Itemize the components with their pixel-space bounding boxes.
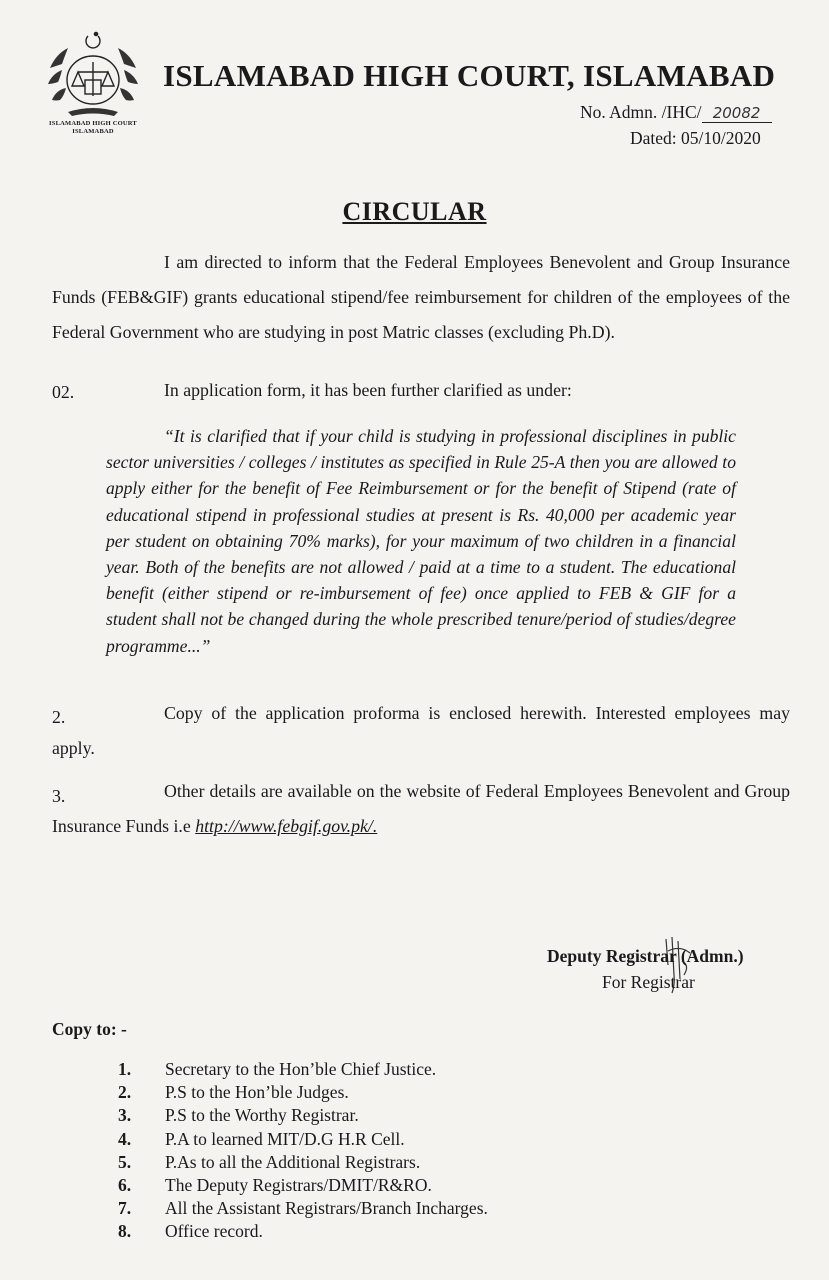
para-3-body: Other details are available on the website of Federal Employees Benevolent and Group Insurance Funds i.e (52, 781, 790, 836)
court-seal (38, 28, 148, 135)
para-2-text: Copy of the application proforma is enclosed herewith. Interested employees may apply. (52, 703, 790, 758)
list-item (118, 1081, 488, 1104)
para-2-number: 2. (52, 707, 66, 727)
list-item-number: 1. (118, 1059, 132, 1079)
list-item-text: All the Assistant Registrars/Branch Incharges. (165, 1198, 488, 1219)
para-02-number: 02. (52, 382, 75, 402)
reference-number (580, 102, 772, 123)
list-item-number: 6. (118, 1175, 132, 1196)
reference-prefix: No. Admn. /IHC/ (580, 102, 702, 122)
court-title: ISLAMABAD HIGH COURT, ISLAMABAD (163, 58, 776, 93)
list-item-text: P.As to all the Additional Registrars. (165, 1151, 421, 1172)
list-item (118, 1104, 488, 1127)
reference-handwritten-number: 20082 (702, 104, 772, 123)
list-item-number: 7. (118, 1198, 132, 1219)
list-item (118, 1058, 488, 1081)
list-item-text: P.A to learned MIT/D.G H.R Cell. (165, 1128, 405, 1149)
intro-paragraph: I am directed to inform that the Federal Employees Benevolent and Group Insurance Funds (FEB&GIF) grants educational stipend/fee reimbursement for children of the employees of the Federal Government who are studying in post Matric classes (excluding Ph.D). (52, 252, 790, 342)
court-emblem-icon (42, 28, 144, 120)
list-item (118, 1151, 488, 1174)
list-item (118, 1197, 488, 1220)
list-item-text: Secretary to the Hon’ble Chief Justice. (165, 1059, 437, 1079)
copy-to-label: Copy to: - (52, 1019, 127, 1039)
list-item-number: 5. (118, 1151, 132, 1172)
seal-caption (38, 120, 148, 136)
date-line: Dated: 05/10/2020 (630, 128, 761, 148)
list-item-number: 3. (118, 1105, 132, 1126)
list-item-number: 8. (118, 1221, 132, 1242)
seal-caption-line2: ISLAMABAD (72, 128, 114, 135)
list-item (118, 1128, 488, 1151)
list-item-text: P.S to the Hon’ble Judges. (165, 1082, 349, 1103)
list-item-number: 2. (118, 1082, 132, 1103)
seal-caption-line1: ISLAMABAD HIGH COURT (49, 120, 137, 127)
para-3-number: 3. (52, 786, 66, 806)
list-item (118, 1220, 488, 1243)
list-item (118, 1174, 488, 1197)
list-item-text: P.S to the Worthy Registrar. (165, 1105, 359, 1126)
quoted-clarification: “It is clarified that if your child is studying in professional disciplines in public sector universities / colleges / institutes as specified in Rule 25-A then you are allowed to apply either for the benefit of Fee Reimbursement or for the benefit of Stipend (rate of educational stipend in professional studies at present is Rs. 40,000 per academic year per student on obtaining 70% marks), for your maximum of two children in a financial year. Both of the benefits are not allowed / paid at a time to a student. The educational benefit (either stipend or re-imbursement of fee) once applied to FEB & GIF for a student shall not be changed during the whole prescribed tenure/period of studies/degree programme...” (106, 426, 736, 656)
signatory-subtitle: For Registrar (602, 972, 695, 992)
list-item-number: 4. (118, 1128, 132, 1149)
list-item-text: Office record. (165, 1221, 263, 1242)
signatory-title: Deputy Registrar (Admn.) (547, 946, 744, 966)
febgif-website-link[interactable]: http://www.febgif.gov.pk/. (195, 816, 378, 836)
list-item-text: The Deputy Registrars/DMIT/R&RO. (165, 1175, 432, 1196)
circular-heading: CIRCULAR (342, 197, 487, 226)
copy-to-list (118, 1058, 488, 1244)
para-02-text: In application form, it has been further clarified as under: (164, 380, 572, 400)
para-3-text (52, 774, 790, 844)
